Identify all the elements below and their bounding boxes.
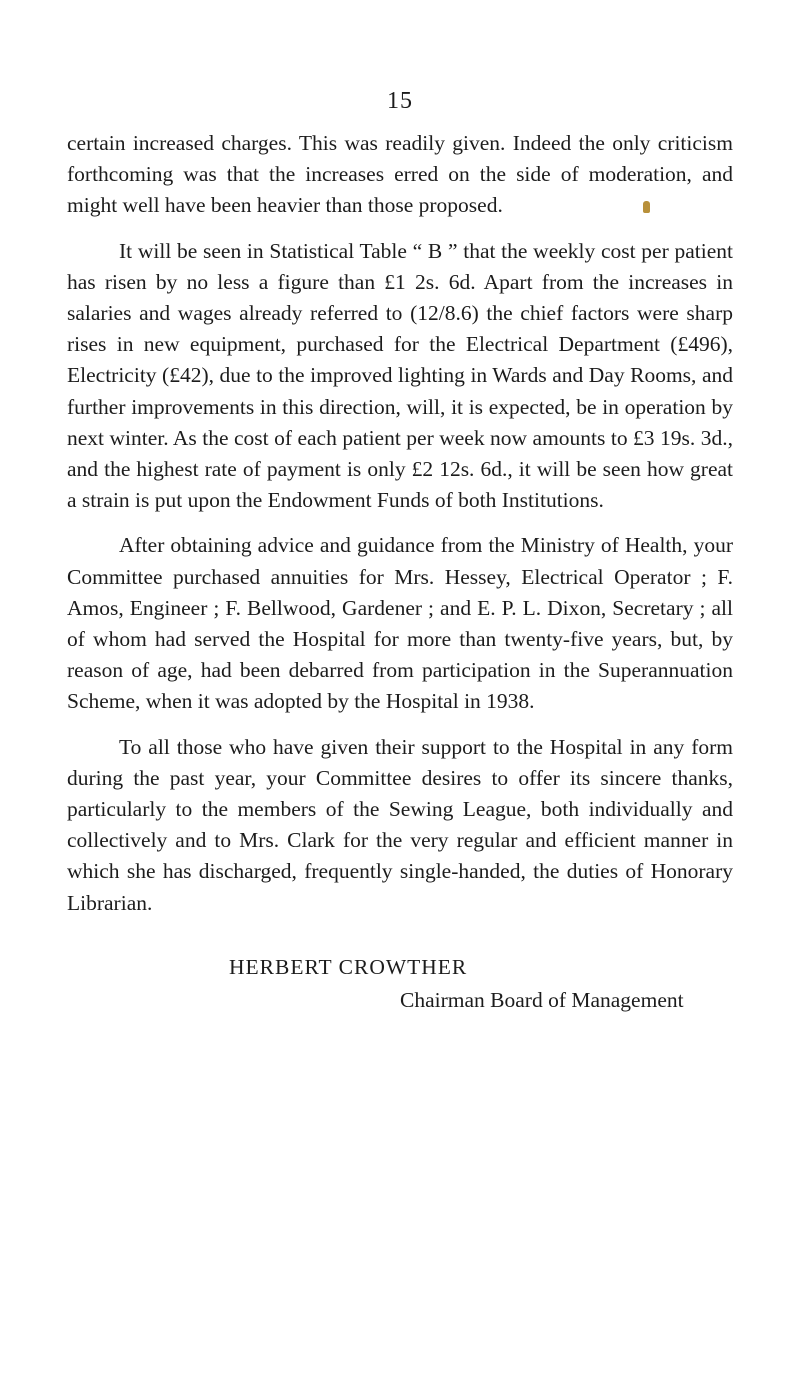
paragraph-4: To all those who have given their support to the Hospital in any form during the past year, your Committee desires to offer its sincere thanks, particularly to the members of the Sewing League, both individually and collectively and to Mrs. Clark for the very regular and efficient manner in which she has discharged, frequently single-handed, the duties of Honorary Librarian. <box>67 734 733 915</box>
paragraph-2: It will be seen in Statistical Table “ B ” that the weekly cost per patient has risen by no less a figure than £1 2s. 6d. Apart from the increases in salaries and wages already referred to (12/8.6) the chief factors were sharp rises in new equipment, purchased for the Electrical Department (£496), Electricity (£42), due to the improved lighting in Wards and Day Rooms, and further improvements in this direction, will, it is expected, be in operation by next winter. As the cost of each patient per week now amounts to £3 19s. 3d., and the highest rate of payment is only £2 12s. 6d., it will be seen how great a strain is put upon the Endowment Funds of both Institutions. <box>67 238 733 513</box>
paragraph-1-text: certain increased charges. This was readily given. Indeed the only criticism forthcoming was that the increases erred on the side of moderation, and might well have been heavier than those proposed. <box>67 131 733 218</box>
page-number: 15 <box>387 88 413 114</box>
ink-mark-icon <box>643 201 650 213</box>
paragraph-3: After obtaining advice and guidance from the Ministry of Health, your Committee purchased annuities for Mrs. Hessey, Electrical Operator ; F. Amos, Engineer ; F. Bellwood, Gardener ; and E. P. L. Dixon, Secretary ; all of whom had served the Hospital for more than twenty-five years, but, by reason of age, had been debarred from participation in the Superannuation Scheme, when it was adopted by the Hospital in 1938. <box>67 533 733 714</box>
signature-name: HERBERT CROWTHER <box>229 955 468 979</box>
paragraph-1 <box>67 128 733 222</box>
signature-title: Chairman Board of Management <box>400 988 684 1012</box>
body-text <box>67 128 733 933</box>
